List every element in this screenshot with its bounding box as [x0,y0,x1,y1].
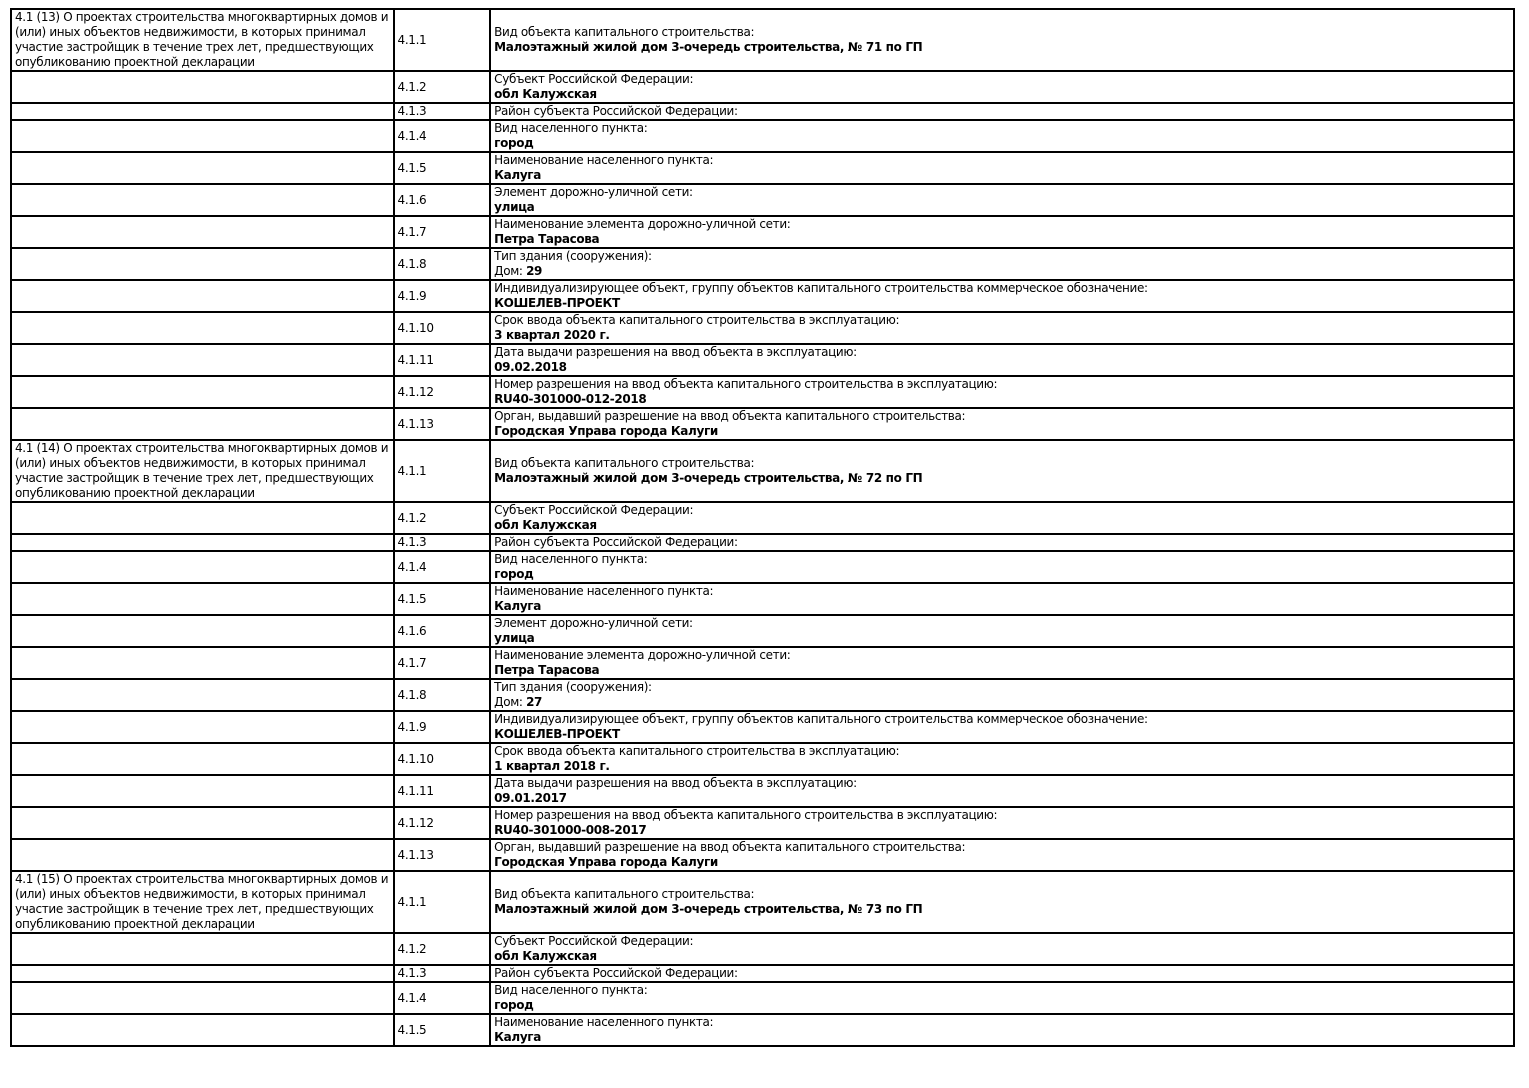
section-description-cell [11,408,394,440]
row-code: 4.1.5 [394,583,491,615]
field-value-text: 29 [526,264,543,278]
table-body [11,9,1514,1046]
field-cell [490,583,1514,615]
table-row [11,615,1514,647]
row-code: 4.1.3 [394,965,491,982]
field-cell [490,248,1514,280]
section-description-cell [11,711,394,743]
field-label: Дата выдачи разрешения на ввод объекта в эксплуатацию: [494,776,857,790]
field-label: Срок ввода объекта капитального строительства в эксплуатацию: [494,313,900,327]
field-cell [490,280,1514,312]
table-row [11,711,1514,743]
field-label: Наименование населенного пункта: [494,584,714,598]
section-description-cell [11,103,394,120]
field-cell [490,615,1514,647]
table-row [11,933,1514,965]
section-description-cell [11,344,394,376]
row-code: 4.1.3 [394,103,491,120]
field-value-text: улица [494,631,535,645]
field-label: Район субъекта Российской Федерации: [494,104,738,118]
row-code: 4.1.5 [394,152,491,184]
field-cell [490,775,1514,807]
row-code: 4.1.5 [394,1014,491,1046]
section-description-cell [11,647,394,679]
section-description-cell [11,965,394,982]
section-description-cell [11,216,394,248]
table-row [11,216,1514,248]
field-value [494,40,1510,55]
field-cell [490,933,1514,965]
section-description: 4.1 (15) О проектах строительства многоквартирных домов и (или) иных объектов недвижимости, в которых принимал участие застройщик в течение трех лет, предшествующих опубликованию проектной декларации [15,872,389,931]
field-label: Наименование элемента дорожно-уличной сети: [494,217,791,231]
table-row [11,583,1514,615]
field-value [494,328,1510,343]
field-cell [490,807,1514,839]
field-label: Срок ввода объекта капитального строительства в эксплуатацию: [494,744,900,758]
row-code: 4.1.6 [394,615,491,647]
field-label: Вид объекта капитального строительства: [494,456,755,470]
section-description-cell [11,551,394,583]
section-description-cell [11,679,394,711]
field-cell [490,743,1514,775]
field-cell [490,551,1514,583]
section-description: 4.1 (14) О проектах строительства многоквартирных домов и (или) иных объектов недвижимости, в которых принимал участие застройщик в течение трех лет, предшествующих опубликованию проектной декларации [15,441,389,500]
row-code: 4.1.12 [394,807,491,839]
section-description-cell [11,933,394,965]
field-cell [490,647,1514,679]
field-value-text: КОШЕЛЕВ-ПРОЕКТ [494,727,620,741]
field-cell [490,679,1514,711]
field-value [494,855,1510,870]
field-value-text: Петра Тарасова [494,232,600,246]
table-row [11,839,1514,871]
field-cell [490,103,1514,120]
field-cell [490,376,1514,408]
field-value-text: 09.02.2018 [494,360,567,374]
row-code: 4.1.11 [394,775,491,807]
field-value-text: обл Калужская [494,87,597,101]
field-value [494,567,1510,582]
field-value-text: Малоэтажный жилой дом 3-очередь строительства, № 71 по ГП [494,40,923,54]
field-value [494,518,1510,533]
table-row [11,965,1514,982]
field-cell [490,502,1514,534]
row-code: 4.1.2 [394,502,491,534]
field-label: Вид населенного пункта: [494,983,648,997]
row-code: 4.1.11 [394,344,491,376]
table-row [11,502,1514,534]
section-description-cell [11,440,394,502]
section-description-cell [11,982,394,1014]
row-code: 4.1.8 [394,679,491,711]
section-description-cell [11,9,394,71]
field-value-text: обл Калужская [494,949,597,963]
table-row [11,534,1514,551]
table-row [11,551,1514,583]
field-value [494,392,1510,407]
field-value [494,296,1510,311]
field-value [494,631,1510,646]
table-row [11,103,1514,120]
field-label: Вид объекта капитального строительства: [494,887,755,901]
field-value [494,902,1510,917]
section-description: 4.1 (13) О проектах строительства многоквартирных домов и (или) иных объектов недвижимости, в которых принимал участие застройщик в течение трех лет, предшествующих опубликованию проектной декларации [15,10,389,69]
row-code: 4.1.13 [394,839,491,871]
field-value-text: Малоэтажный жилой дом 3-очередь строительства, № 73 по ГП [494,902,923,916]
field-label: Район субъекта Российской Федерации: [494,535,738,549]
project-declaration-table [10,8,1515,1047]
field-cell [490,71,1514,103]
field-value-text: город [494,136,534,150]
row-code: 4.1.10 [394,743,491,775]
section-description-cell [11,71,394,103]
row-code: 4.1.3 [394,534,491,551]
table-row [11,775,1514,807]
field-cell [490,9,1514,71]
field-value [494,998,1510,1013]
row-code: 4.1.10 [394,312,491,344]
table-row [11,408,1514,440]
field-value [494,200,1510,215]
row-code: 4.1.12 [394,376,491,408]
field-cell [490,120,1514,152]
field-value [494,823,1510,838]
field-value-text: Калуга [494,168,541,182]
field-cell [490,982,1514,1014]
table-row [11,440,1514,502]
field-label: Тип здания (сооружения): [494,680,652,694]
field-value [494,360,1510,375]
section-description-cell [11,502,394,534]
row-code: 4.1.4 [394,120,491,152]
field-value-text: Петра Тарасова [494,663,600,677]
row-code: 4.1.1 [394,9,491,71]
field-cell [490,312,1514,344]
section-description-cell [11,583,394,615]
table-row [11,871,1514,933]
field-cell [490,839,1514,871]
field-label: Индивидуализирующее объект, группу объектов капитального строительства коммерческое обозначение: [494,281,1148,295]
section-description-cell [11,280,394,312]
row-code: 4.1.1 [394,871,491,933]
field-cell [490,152,1514,184]
field-label: Дата выдачи разрешения на ввод объекта в эксплуатацию: [494,345,857,359]
field-cell [490,440,1514,502]
field-value-text: Калуга [494,599,541,613]
field-label: Субъект Российской Федерации: [494,503,694,517]
field-cell [490,184,1514,216]
field-value-text: Городская Управа города Калуги [494,424,718,438]
field-value [494,791,1510,806]
field-cell [490,534,1514,551]
table-row [11,248,1514,280]
field-value-text: 1 квартал 2018 г. [494,759,610,773]
document-page [0,8,1529,1088]
field-value-text: обл Калужская [494,518,597,532]
section-description-cell [11,839,394,871]
section-description-cell [11,184,394,216]
section-description-cell [11,248,394,280]
row-code: 4.1.7 [394,647,491,679]
table-row [11,1014,1514,1046]
field-value-text: улица [494,200,535,214]
field-label: Субъект Российской Федерации: [494,72,694,86]
field-cell [490,344,1514,376]
section-description-cell [11,743,394,775]
row-code: 4.1.2 [394,933,491,965]
field-label: Номер разрешения на ввод объекта капитального строительства в эксплуатацию: [494,808,998,822]
field-label: Вид населенного пункта: [494,121,648,135]
field-label: Элемент дорожно-уличной сети: [494,616,693,630]
field-label: Тип здания (сооружения): [494,249,652,263]
table-row [11,743,1514,775]
field-value-text: 3 квартал 2020 г. [494,328,610,342]
field-cell [490,1014,1514,1046]
field-cell [490,216,1514,248]
table-row [11,982,1514,1014]
table-row [11,312,1514,344]
section-description-cell [11,871,394,933]
field-value [494,424,1510,439]
field-value [494,663,1510,678]
field-value [494,136,1510,151]
field-value [494,695,1510,710]
field-value-text: RU40-301000-012-2018 [494,392,647,406]
table-row [11,184,1514,216]
section-description-cell [11,775,394,807]
field-value-text: Калуга [494,1030,541,1044]
row-code: 4.1.1 [394,440,491,502]
field-value [494,168,1510,183]
field-value-text: КОШЕЛЕВ-ПРОЕКТ [494,296,620,310]
field-label: Элемент дорожно-уличной сети: [494,185,693,199]
table-row [11,9,1514,71]
table-row [11,280,1514,312]
field-label: Вид объекта капитального строительства: [494,25,755,39]
field-value-text: Малоэтажный жилой дом 3-очередь строительства, № 72 по ГП [494,471,923,485]
field-cell [490,871,1514,933]
row-code: 4.1.9 [394,711,491,743]
field-value [494,949,1510,964]
field-value [494,759,1510,774]
table-row [11,679,1514,711]
field-label: Район субъекта Российской Федерации: [494,966,738,980]
section-description-cell [11,1014,394,1046]
field-label: Вид населенного пункта: [494,552,648,566]
section-description-cell [11,615,394,647]
table-row [11,647,1514,679]
field-label: Орган, выдавший разрешение на ввод объекта капитального строительства: [494,409,966,423]
row-code: 4.1.7 [394,216,491,248]
field-value-text: Городская Управа города Калуги [494,855,718,869]
row-code: 4.1.13 [394,408,491,440]
section-description-cell [11,534,394,551]
field-value [494,1030,1510,1045]
row-code: 4.1.6 [394,184,491,216]
field-label: Орган, выдавший разрешение на ввод объекта капитального строительства: [494,840,966,854]
field-value [494,599,1510,614]
table-row [11,71,1514,103]
field-cell [490,408,1514,440]
field-value [494,727,1510,742]
section-description-cell [11,376,394,408]
section-description-cell [11,120,394,152]
field-label: Индивидуализирующее объект, группу объектов капитального строительства коммерческое обозначение: [494,712,1148,726]
table-row [11,120,1514,152]
field-value [494,264,1510,279]
field-value [494,471,1510,486]
field-value-text: город [494,998,534,1012]
field-value-text: RU40-301000-008-2017 [494,823,647,837]
field-value-prefix: Дом: [494,264,527,278]
field-value-text: 09.01.2017 [494,791,567,805]
field-label: Субъект Российской Федерации: [494,934,694,948]
field-label: Номер разрешения на ввод объекта капитального строительства в эксплуатацию: [494,377,998,391]
row-code: 4.1.4 [394,982,491,1014]
field-cell [490,965,1514,982]
field-label: Наименование населенного пункта: [494,153,714,167]
row-code: 4.1.9 [394,280,491,312]
field-label: Наименование элемента дорожно-уличной сети: [494,648,791,662]
row-code: 4.1.2 [394,71,491,103]
section-description-cell [11,152,394,184]
field-cell [490,711,1514,743]
row-code: 4.1.4 [394,551,491,583]
field-value-prefix: Дом: [494,695,527,709]
field-value-text: 27 [526,695,543,709]
field-value [494,232,1510,247]
table-row [11,152,1514,184]
table-row [11,807,1514,839]
field-value [494,87,1510,102]
field-label: Наименование населенного пункта: [494,1015,714,1029]
field-value-text: город [494,567,534,581]
section-description-cell [11,312,394,344]
table-row [11,344,1514,376]
section-description-cell [11,807,394,839]
table-row [11,376,1514,408]
row-code: 4.1.8 [394,248,491,280]
